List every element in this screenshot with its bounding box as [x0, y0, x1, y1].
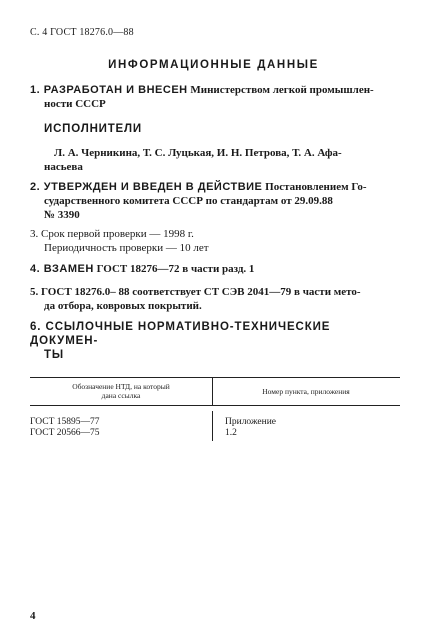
references-table — [30, 377, 400, 443]
table-header-document-line2: дана ссылка — [101, 390, 141, 400]
table-row-1-document: ГОСТ 15895—77 — [30, 417, 100, 427]
section-2-label: 2. УТВЕРЖДЕН И ВВЕДЕН В ДЕЙСТВИЕ — [30, 181, 263, 193]
page-header: С. 4 ГОСТ 18276.0—88 — [30, 27, 134, 38]
table-header-rule — [30, 405, 400, 406]
section-6-line1: 6. ССЫЛОЧНЫЕ НОРМАТИВНО-ТЕХНИЧЕСКИЕ ДОКУМЕН- — [30, 321, 331, 347]
section-6-line2: ТЫ — [44, 349, 65, 361]
performers-line2: насьева — [44, 161, 83, 173]
section-1-label: 1. РАЗРАБОТАН И ВНЕСЕН — [30, 84, 188, 96]
section-4-text: ГОСТ 18276—72 в части разд. 1 — [93, 263, 255, 275]
table-row-2-document: ГОСТ 20566—75 — [30, 428, 100, 438]
section-1-text-line1: Министерством легкой промышлен- — [187, 84, 374, 96]
section-1 — [30, 83, 400, 111]
table-row-2-clause: 1.2 — [225, 428, 237, 438]
section-4 — [30, 262, 400, 276]
section-4-label: 4. ВЗАМЕН — [30, 263, 94, 275]
table-body-divider — [212, 411, 213, 441]
section-5 — [30, 285, 400, 313]
performers-list — [44, 146, 400, 174]
section-2-text-line1: Постановлением Го- — [262, 181, 367, 193]
table-row-1-clause: Приложение — [225, 417, 276, 427]
section-2-line3: № 3390 — [44, 209, 80, 221]
table-header-clause: Номер пункта, приложения — [262, 387, 350, 396]
table-header-document-line1: Обозначение НТД, на который — [72, 382, 170, 391]
section-3-line1: 3. Срок первой проверки — 1998 г. — [30, 228, 194, 240]
section-2 — [30, 180, 400, 222]
page-number: 4 — [30, 610, 36, 622]
section-1-text-line2: ности СССР — [44, 98, 106, 110]
document-title: ИНФОРМАЦИОННЫЕ ДАННЫЕ — [108, 59, 319, 71]
performers-heading: ИСПОЛНИТЕЛИ — [44, 123, 142, 135]
section-5-line2: да отбора, ковровых покрытий. — [44, 300, 202, 312]
section-5-line1: 5. ГОСТ 18276.0– 88 соответствует СТ СЭВ 2041—79 в части мето- — [30, 286, 361, 298]
performers-line1: Л. А. Черникина, Т. С. Луцькая, И. Н. Петрова, Т. А. Афа- — [54, 147, 342, 159]
section-3-line2: Периодичность проверки — 10 лет — [44, 242, 209, 254]
section-3 — [30, 227, 400, 255]
table-top-rule — [30, 377, 400, 378]
section-6 — [30, 320, 400, 362]
section-2-line2: сударственного комитета СССР по стандартам от 29.09.88 — [44, 195, 333, 207]
table-header-document — [40, 383, 202, 400]
